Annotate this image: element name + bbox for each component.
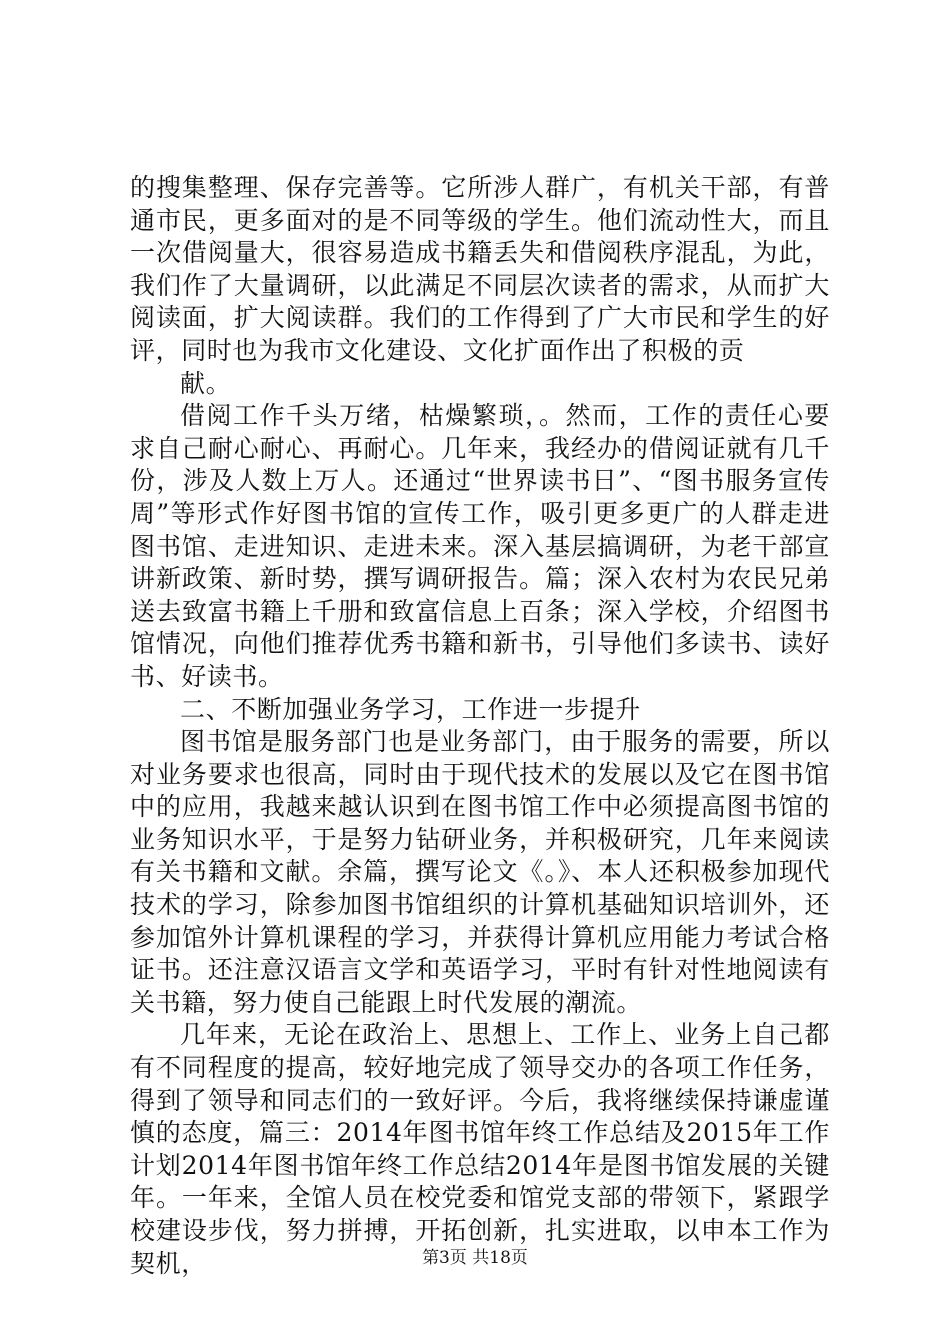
section-heading: 二、不断加强业务学习，工作进一步提升 — [180, 694, 641, 724]
document-body — [130, 172, 830, 1280]
paragraph-5: 几年来，无论在政治上、思想上、工作上、业务上自己都有不同程度的提高，较好地完成了领导交办的各项工作任务，得到了领导和同志们的一致好评。今后，我将继续保持谦虚谨慎的态度，篇三：2014年图书馆年终工作总结及2015年工作计划2014年图书馆年终工作总结2014年是图书馆发展的关键年。一年来，全馆人员在校党委和馆党支部的带领下，紧跟学校建设步伐，努力拼搏，开拓创新，扎实进取，以申本工作为契机， — [130, 1020, 830, 1278]
page-number-footer: 第3页 共18页 — [422, 1248, 528, 1268]
paragraph-3: 借阅工作千头万绪，枯燥繁琐，。然而，工作的责任心要求自己耐心耐心、再耐心。几年来，我经办的借阅证就有几千份，涉及人数上万人。还通过“世界读书日”、“图书服务宣传周”等形式作好图书馆的宣传工作，吸引更多更广的人群走进图书馆、走进知识、走进未来。深入基层搞调研，为老干部宣讲新政策、新时势，撰写调研报告。篇；深入农村为农民兄弟送去致富书籍上千册和致富信息上百条；深入学校，介绍图书馆情况，向他们推荐优秀书籍和新书，引导他们多读书、读好书、好读书。 — [130, 401, 830, 691]
paragraph-2: 献。 — [180, 368, 232, 398]
paragraph-4: 图书馆是服务部门也是业务部门，由于服务的需要，所以对业务要求也很高，同时由于现代技术的发展以及它在图书馆中的应用，我越来越认识到在图书馆工作中必须提高图书馆的业务知识水平，于是努力钻研业务，并积极研究，几年来阅读有关书籍和文献。余篇，撰写论文《。》、本人还积极参加现代技术的学习，除参加图书馆组织的计算机基础知识培训外，还参加馆外计算机课程的学习，并获得计算机应用能力考试合格证书。还注意汉语言文学和英语学习，平时有针对性地阅读有关书籍，努力使自己能跟上时代发展的潮流。 — [130, 727, 830, 1017]
paragraph-1: 的搜集整理、保存完善等。它所涉人群广，有机关干部，有普通市民，更多面对的是不同等级的学生。他们流动性大，而且一次借阅量大，很容易造成书籍丢失和借阅秩序混乱，为此，我们作了大量调研，以此满足不同层次读者的需求，从而扩大阅读面，扩大阅读群。我们的工作得到了广大市民和学生的好评，同时也为我市文化建设、文化扩面作出了积极的贡 — [130, 173, 830, 365]
